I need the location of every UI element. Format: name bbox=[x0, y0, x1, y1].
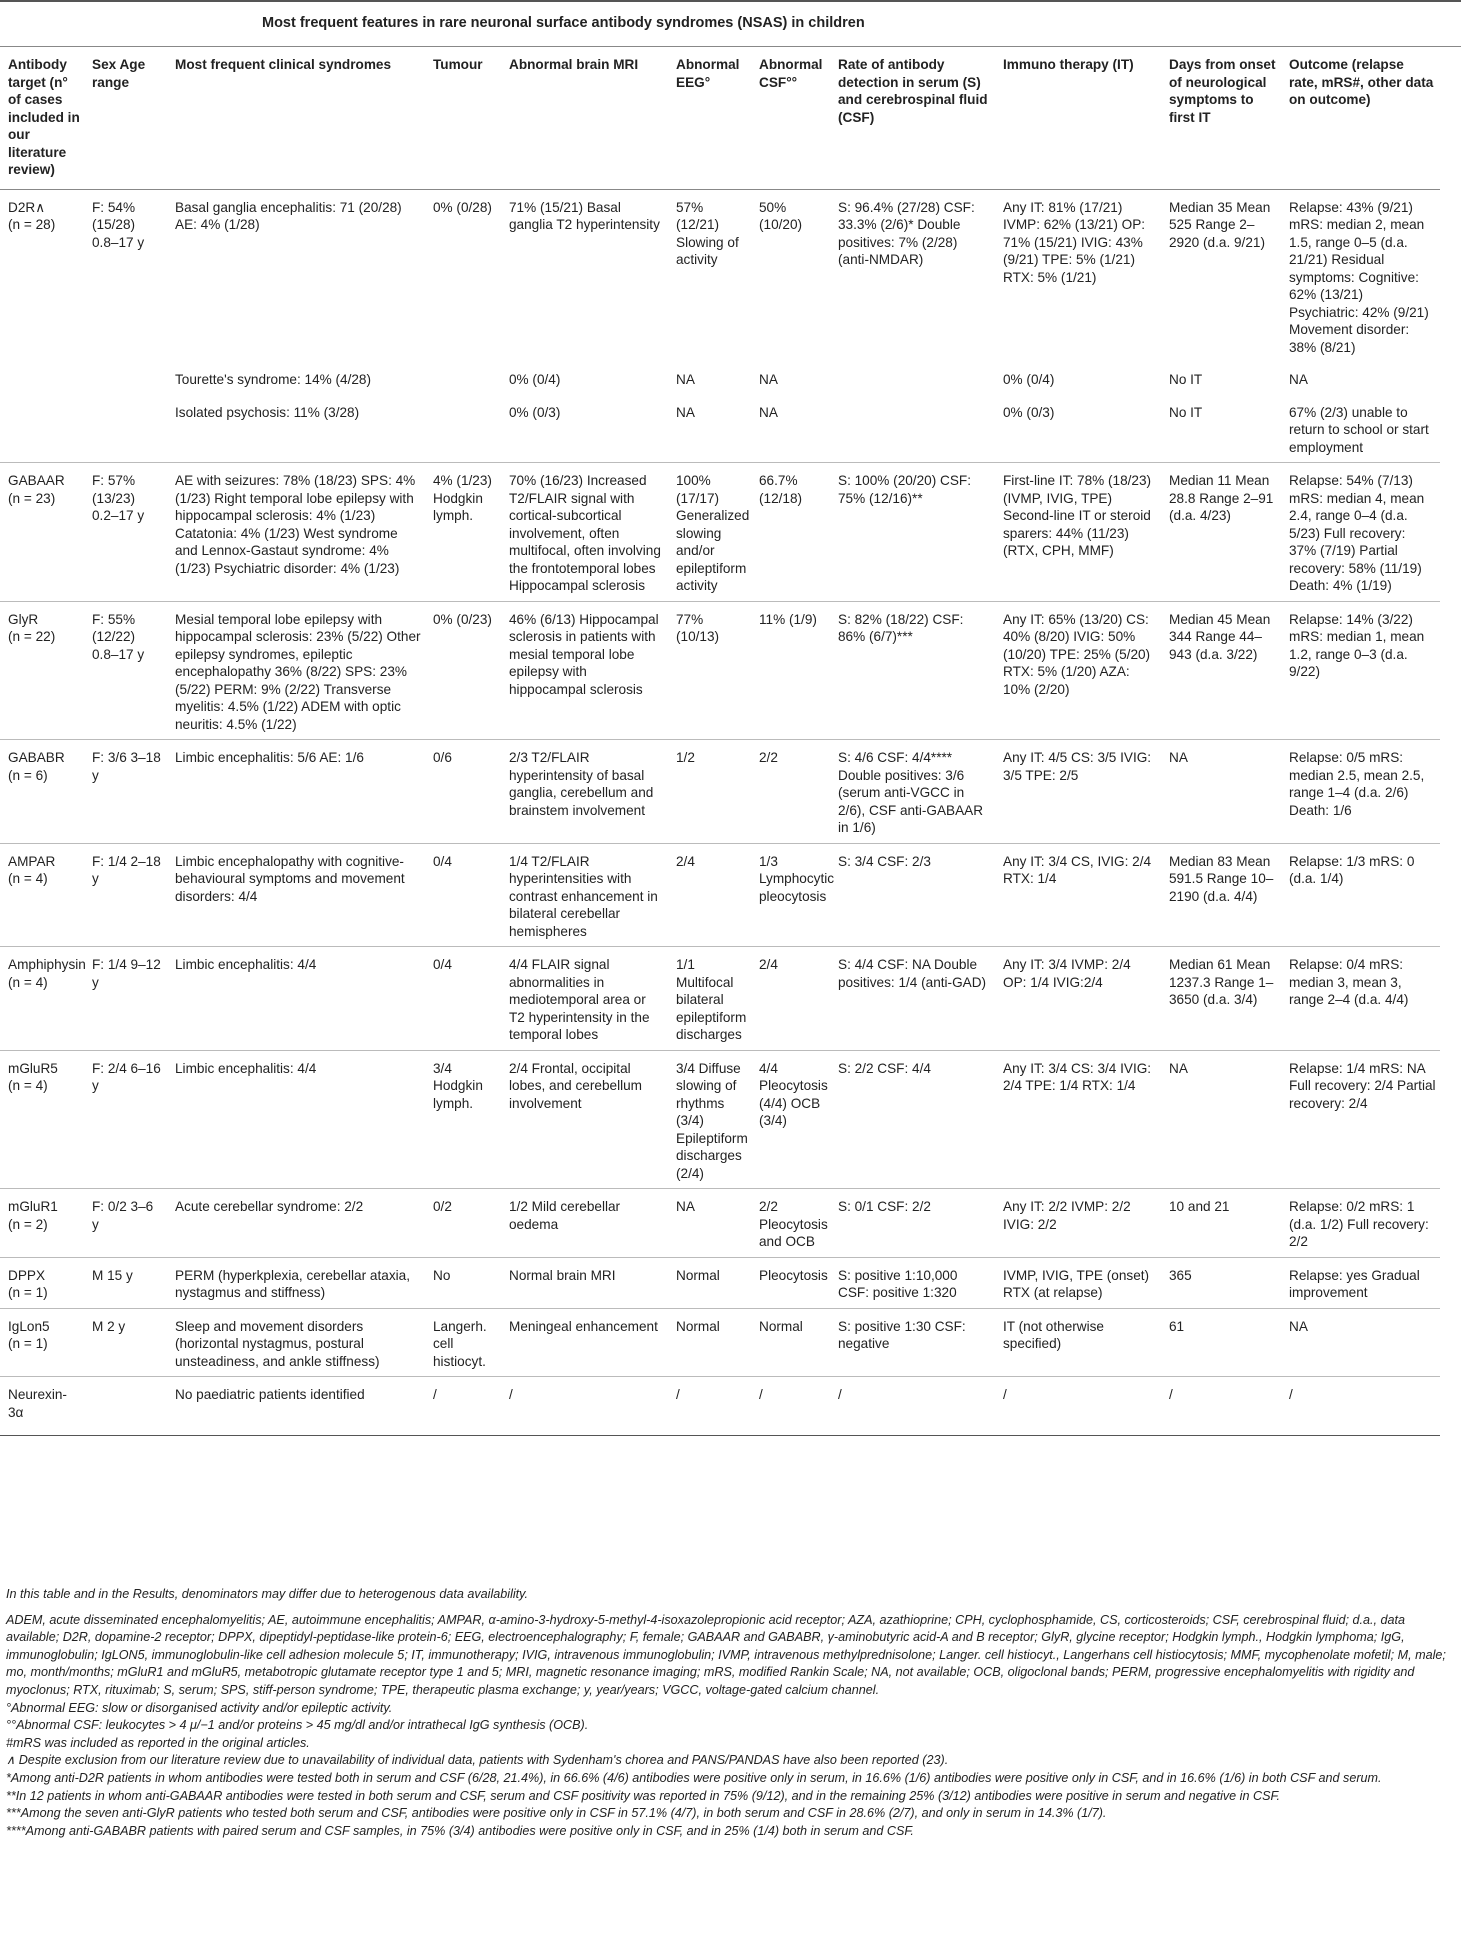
cell-antibody-target bbox=[0, 843, 84, 947]
footnote-eeg: °Abnormal EEG: slow or disorganised activity and/or epileptic activity. bbox=[6, 1700, 393, 1715]
cell-csf: 2/2 Pleocytosis and OCB bbox=[751, 1189, 830, 1258]
cell-outcome: Relapse: 54% (7/13) mRS: median 4, mean 2.4, range 0–4 (d.a. 5/23) Full recovery: 37% (7/19) Partial recovery: 58% (11/19) Death: 4% (1/19) bbox=[1281, 463, 1440, 602]
cell-mri: Normal brain MRI bbox=[501, 1257, 668, 1308]
cell-antibody-detection bbox=[830, 362, 995, 395]
cell-csf: 2/2 bbox=[751, 740, 830, 844]
table-row bbox=[0, 843, 1440, 947]
header-antibody-detection: Rate of antibody detection in serum (S) and cerebrospinal fluid (CSF) bbox=[830, 44, 995, 189]
cell-tumour: No bbox=[425, 1257, 501, 1308]
cell-tumour: 0/4 bbox=[425, 843, 501, 947]
cell-immunotherapy: Any IT: 2/2 IVMP: 2/2 IVIG: 2/2 bbox=[995, 1189, 1161, 1258]
cell-eeg: 2/4 bbox=[668, 843, 751, 947]
cell-clinical-syndromes: Limbic encephalopathy with cognitive-behavioural symptoms and movement disorders: 4/4 bbox=[167, 843, 425, 947]
table-header-row bbox=[0, 44, 1440, 189]
table-footnotes bbox=[6, 1586, 1446, 1840]
cell-outcome: Relapse: yes Gradual improvement bbox=[1281, 1257, 1440, 1308]
cell-outcome: NA bbox=[1281, 1308, 1440, 1377]
case-count: (n = 1) bbox=[8, 1336, 48, 1351]
footnote-gabaar-antibodies: **In 12 patients in whom anti-GABAAR antibodies were tested in both serum and CSF, serum and CSF positivity was reported in 75% (9/12), and in the remaining 25% (3/12) antibodies were positive in serum and negative in CSF. bbox=[6, 1788, 1281, 1803]
header-eeg: Abnormal EEG° bbox=[668, 44, 751, 189]
cell-days-to-it: 365 bbox=[1161, 1257, 1281, 1308]
cell-antibody-target bbox=[0, 1050, 84, 1189]
table-row bbox=[0, 189, 1440, 362]
cell-mri: 70% (16/23) Increased T2/FLAIR signal with cortical-subcortical involvement, often multifocal, often involving the frontotemporal lobes Hippocampal sclerosis bbox=[501, 463, 668, 602]
cell-csf: NA bbox=[759, 372, 778, 387]
cell-mri: 4/4 FLAIR signal abnormalities in mediotemporal area or T2 hyperintensity in the temporal lobes bbox=[501, 947, 668, 1051]
cell-immunotherapy: 0% (0/3) bbox=[1003, 404, 1055, 420]
cell-eeg: NA bbox=[676, 404, 695, 420]
cell-tumour: 0/4 bbox=[425, 947, 501, 1051]
case-count: (n = 28) bbox=[8, 217, 56, 232]
header-csf: Abnormal CSF°° bbox=[751, 44, 830, 189]
cell-tumour: 0/2 bbox=[425, 1189, 501, 1258]
cell-sex-age bbox=[84, 1377, 167, 1436]
footnote-gababr-antibodies: ****Among anti-GABABR patients with paired serum and CSF samples, in 75% (3/4) antibodies were positive only in CSF, and in 25% (1/4) both in serum and CSF. bbox=[6, 1823, 914, 1838]
cell-mri: Meningeal enhancement bbox=[501, 1308, 668, 1377]
cell-antibody-target bbox=[0, 740, 84, 844]
footnote-abbreviations: ADEM, acute disseminated encephalomyelitis; AE, autoimmune encephalitis; AMPAR, α-amino-3-hydroxy-5-methyl-4-isoxazolepropionic acid receptor; AZA, azathioprine; CPH, cyclophosphamide, CS, corticosteroids; CSF, cerebrospinal fluid; d.a., data available; D2R, dopamine-2 receptor; DPPX, dipeptidyl-peptidase-like protein-6; EEG, electroencephalography; F, female; GABAAR and GABABR, γ-aminobutyric acid-A and B receptor; GlyR, glycine receptor; Hodgkin lymph., Hodgkin lymphoma; IgG, immunoglobulin; IgLON5, immunoglobulin-like cell adhesion molecule 5; IT, immunotherapy; IVIG, intravenous immunoglobulin; IVMP, intravenous methylprednisolone; Langer. cell histiocyt., Langerhans cell histiocytosis; MMF, mycophenolate mofetil; M, male; mo, month/months; mGluR1 and mGluR5, metabotropic glutamate receptor type 1 and 5; MRI, magnetic resonance imaging; mRS, modified Rankin Scale; NA, not available; OCB, oligoclonal bands; PERM, progressive encephalomyelitis with rigidity and myoclonus; RTX, rituximab; S, serum; SPS, stiff-person syndrome; TPE, therapeutic plasma exchange; y, year/years; VGCC, voltage-gated calcium channel. bbox=[6, 1612, 1446, 1697]
antibody-target-name: GABABR bbox=[8, 750, 65, 765]
cell-mri: 1/2 Mild cerebellar oedema bbox=[501, 1189, 668, 1258]
cell-outcome: Relapse: 1/3 mRS: 0 (d.a. 1/4) bbox=[1281, 843, 1440, 947]
cell-tumour: 4% (1/23) Hodgkin lymph. bbox=[425, 463, 501, 602]
cell-days-to-it: NA bbox=[1161, 740, 1281, 844]
cell-outcome: Relapse: 14% (3/22) mRS: median 1, mean 1.2, range 0–3 (d.a. 9/22) bbox=[1281, 601, 1440, 740]
cell-days-to-it: / bbox=[1161, 1377, 1281, 1436]
cell-tumour: / bbox=[425, 1377, 501, 1436]
table-row bbox=[0, 1308, 1440, 1377]
header-clinical-syndromes: Most frequent clinical syndromes bbox=[167, 44, 425, 189]
cell-sex-age bbox=[84, 395, 167, 463]
header-days-to-it: Days from onset of neurological symptoms to first IT bbox=[1161, 44, 1281, 189]
table-row bbox=[0, 740, 1440, 844]
cell-clinical-syndromes: Sleep and movement disorders (horizontal nystagmus, postural unsteadiness, and ankle stiffness) bbox=[167, 1308, 425, 1377]
cell-immunotherapy: Any IT: 3/4 CS, IVIG: 2/4 RTX: 1/4 bbox=[995, 843, 1161, 947]
antibody-target-name: Neurexin-3α bbox=[8, 1387, 67, 1420]
cell-antibody-target bbox=[0, 1189, 84, 1258]
cell-eeg: / bbox=[668, 1377, 751, 1436]
cell-outcome: Relapse: 1/4 mRS: NA Full recovery: 2/4 Partial recovery: 2/4 bbox=[1281, 1050, 1440, 1189]
cell-antibody-detection: S: 0/1 CSF: 2/2 bbox=[830, 1189, 995, 1258]
table-row bbox=[0, 601, 1440, 740]
cell-sex-age: F: 54% (15/28) 0.8–17 y bbox=[92, 199, 145, 250]
cell-mri: 0% (0/3) bbox=[509, 404, 561, 420]
table-row bbox=[0, 362, 1440, 395]
cell-tumour bbox=[425, 362, 501, 395]
cell-antibody-target bbox=[0, 947, 84, 1051]
antibody-target-name: mGluR1 bbox=[8, 1199, 58, 1214]
footnote-denominators: In this table and in the Results, denominators may differ due to heterogenous data availability. bbox=[6, 1587, 529, 1601]
cell-outcome: NA bbox=[1289, 372, 1308, 387]
cell-days-to-it: Median 45 Mean 344 Range 44–943 (d.a. 3/22) bbox=[1161, 601, 1281, 740]
cell-immunotherapy: First-line IT: 78% (18/23) (IVMP, IVIG, TPE) Second-line IT or steroid sparers: 44% (11/23) (RTX, CPH, MMF) bbox=[995, 463, 1161, 602]
cell-clinical-syndromes: Limbic encephalitis: 4/4 bbox=[167, 947, 425, 1051]
cell-outcome: Relapse: 0/2 mRS: 1 (d.a. 1/2) Full recovery: 2/2 bbox=[1281, 1189, 1440, 1258]
table-title: Most frequent features in rare neuronal surface antibody syndromes (NSAS) in children bbox=[262, 15, 865, 31]
cell-antibody-target bbox=[0, 395, 84, 463]
cell-days-to-it: No IT bbox=[1169, 404, 1203, 420]
cell-antibody-detection: S: 4/4 CSF: NA Double positives: 1/4 (anti-GAD) bbox=[830, 947, 995, 1051]
cell-mri: 2/3 T2/FLAIR hyperintensity of basal ganglia, cerebellum and brainstem involvement bbox=[501, 740, 668, 844]
cell-days-to-it: Median 35 Mean 525 Range 2–2920 (d.a. 9/21) bbox=[1169, 199, 1271, 250]
cell-clinical-syndromes: Mesial temporal lobe epilepsy with hippocampal sclerosis: 23% (5/22) Other epilepsy syndromes, epileptic encephalopathy 36% (8/22) SPS: 23% (5/22) PERM: 9% (2/22) Transverse myelitis: 4.5% (1/22) ADEM with optic neuritis: 4.5% (1/22) bbox=[167, 601, 425, 740]
cell-antibody-detection: S: 96.4% (27/28) CSF: 33.3% (2/6)* Double positives: 7% (2/28) (anti-NMDAR) bbox=[838, 199, 975, 267]
cell-antibody-target bbox=[0, 1377, 84, 1436]
table-row bbox=[0, 395, 1440, 463]
cell-eeg: 1/1 Multifocal bilateral epileptiform discharges bbox=[668, 947, 751, 1051]
cell-tumour: 3/4 Hodgkin lymph. bbox=[425, 1050, 501, 1189]
cell-clinical-syndromes: Isolated psychosis: 11% (3/28) bbox=[175, 404, 360, 420]
cell-mri: 46% (6/13) Hippocampal sclerosis in patients with mesial temporal lobe epilepsy with hippocampal sclerosis bbox=[501, 601, 668, 740]
case-count: (n = 2) bbox=[8, 1216, 48, 1232]
cell-sex-age: M 15 y bbox=[84, 1257, 167, 1308]
cell-immunotherapy: Any IT: 3/4 IVMP: 2/4 OP: 1/4 IVIG:2/4 bbox=[995, 947, 1161, 1051]
cell-antibody-detection: S: positive 1:30 CSF: negative bbox=[830, 1308, 995, 1377]
cell-eeg: 1/2 bbox=[668, 740, 751, 844]
antibody-target-name: DPPX bbox=[8, 1267, 46, 1283]
cell-immunotherapy: Any IT: 65% (13/20) CS: 40% (8/20) IVIG: 50% (10/20) TPE: 25% (5/20) RTX: 5% (1/20) AZA: 10% (2/20) bbox=[995, 601, 1161, 740]
cell-outcome: Relapse: 0/4 mRS: median 3, mean 3, range 2–4 (d.a. 4/4) bbox=[1281, 947, 1440, 1051]
antibody-target-name: Amphiphysin bbox=[8, 957, 86, 972]
cell-clinical-syndromes: No paediatric patients identified bbox=[167, 1377, 425, 1436]
cell-clinical-syndromes: Basal ganglia encephalitis: 71 (20/28) AE: 4% (1/28) bbox=[175, 199, 402, 232]
antibody-target-name: D2R∧ bbox=[8, 199, 46, 215]
case-count: (n = 23) bbox=[8, 490, 56, 506]
cell-eeg: NA bbox=[668, 1189, 751, 1258]
cell-csf: 4/4 Pleocytosis (4/4) OCB (3/4) bbox=[751, 1050, 830, 1189]
cell-immunotherapy: IT (not otherwise specified) bbox=[995, 1308, 1161, 1377]
cell-clinical-syndromes: AE with seizures: 78% (18/23) SPS: 4% (1/23) Right temporal lobe epilepsy with hippocampal sclerosis: 4% (1/23) Catatonia: 4% (1/23) West syndrome and Lennox-Gastaut syndrome: 4% (1/23) Psychiatric disorder: 4% (1/23) bbox=[167, 463, 425, 602]
cell-immunotherapy: Any IT: 81% (17/21) IVMP: 62% (13/21) OP: 71% (15/21) IVIG: 43% (9/21) TPE: 5% (1/21) RTX: 5% (1/21) bbox=[1003, 199, 1146, 285]
cell-clinical-syndromes: Limbic encephalitis: 5/6 AE: 1/6 bbox=[167, 740, 425, 844]
cell-outcome: Relapse: 0/5 mRS: median 2.5, mean 2.5, range 1–4 (d.a. 2/6) Death: 1/6 bbox=[1281, 740, 1440, 844]
cell-eeg: 57% (12/21) Slowing of activity bbox=[676, 199, 739, 267]
case-count: (n = 4) bbox=[8, 871, 48, 886]
cell-mri: 1/4 T2/FLAIR hyperintensities with contrast enhancement in bilateral cerebellar hemispheres bbox=[501, 843, 668, 947]
footnote-glyr-antibodies: ***Among the seven anti-GlyR patients who tested both serum and CSF, antibodies were positive only in CSF in 57.1% (4/7), in both serum and CSF in 28.6% (2/7), and only in serum in 14.3% (1/7). bbox=[6, 1806, 1107, 1821]
cell-mri: / bbox=[501, 1377, 668, 1436]
cell-outcome: 67% (2/3) unable to return to school or start employment bbox=[1289, 404, 1429, 455]
cell-outcome: / bbox=[1281, 1377, 1440, 1436]
cell-mri: 2/4 Frontal, occipital lobes, and cerebellum involvement bbox=[501, 1050, 668, 1189]
cell-days-to-it: Median 61 Mean 1237.3 Range 1–3650 (d.a. 3/4) bbox=[1161, 947, 1281, 1051]
cell-sex-age: F: 1/4 2–18 y bbox=[84, 843, 167, 947]
table-row bbox=[0, 1377, 1440, 1436]
cell-eeg: Normal bbox=[668, 1308, 751, 1377]
cell-tumour: 0/6 bbox=[425, 740, 501, 844]
cell-tumour: 0% (0/28) bbox=[433, 199, 492, 215]
antibody-target-name: AMPAR bbox=[8, 853, 56, 869]
cell-sex-age bbox=[84, 362, 167, 395]
cell-csf: NA bbox=[759, 404, 778, 420]
antibody-target-name: IgLon5 bbox=[8, 1318, 50, 1334]
cell-sex-age: M 2 y bbox=[84, 1308, 167, 1377]
cell-antibody-target bbox=[0, 362, 84, 395]
cell-csf: Normal bbox=[751, 1308, 830, 1377]
cell-days-to-it: Median 11 Mean 28.8 Range 2–91 (d.a. 4/23) bbox=[1161, 463, 1281, 602]
antibody-target-name: GABAAR bbox=[8, 473, 65, 488]
cell-sex-age: F: 2/4 6–16 y bbox=[84, 1050, 167, 1189]
cell-immunotherapy: Any IT: 3/4 CS: 3/4 IVIG: 2/4 TPE: 1/4 RTX: 1/4 bbox=[995, 1050, 1161, 1189]
footnote-csf: °°Abnormal CSF: leukocytes > 4 μ/−1 and/or proteins > 45 mg/dl and/or intrathecal IgG synthesis (OCB). bbox=[6, 1718, 589, 1733]
cell-immunotherapy: 0% (0/4) bbox=[1003, 372, 1055, 387]
cell-eeg: Normal bbox=[668, 1257, 751, 1308]
cell-clinical-syndromes: Tourette's syndrome: 14% (4/28) bbox=[175, 372, 372, 387]
cell-tumour bbox=[425, 395, 501, 463]
cell-csf: 66.7% (12/18) bbox=[751, 463, 830, 602]
cell-days-to-it: 61 bbox=[1161, 1308, 1281, 1377]
cell-immunotherapy: IVMP, IVIG, TPE (onset) RTX (at relapse) bbox=[995, 1257, 1161, 1308]
cell-sex-age: F: 55% (12/22) 0.8–17 y bbox=[84, 601, 167, 740]
cell-antibody-target bbox=[0, 189, 84, 362]
table-row bbox=[0, 1257, 1440, 1308]
cell-antibody-detection: S: 100% (20/20) CSF: 75% (12/16)** bbox=[830, 463, 995, 602]
cell-days-to-it: 10 and 21 bbox=[1161, 1189, 1281, 1258]
cell-days-to-it: NA bbox=[1161, 1050, 1281, 1189]
table-row bbox=[0, 463, 1440, 602]
cell-immunotherapy: Any IT: 4/5 CS: 3/5 IVIG: 3/5 TPE: 2/5 bbox=[995, 740, 1161, 844]
cell-tumour: Langerh. cell histiocyt. bbox=[425, 1308, 501, 1377]
nsas-table bbox=[0, 44, 1440, 1436]
table-row bbox=[0, 947, 1440, 1051]
table-row bbox=[0, 1189, 1440, 1258]
table-row bbox=[0, 1050, 1440, 1189]
case-count: (n = 1) bbox=[8, 1285, 48, 1300]
cell-outcome: Relapse: 43% (9/21) mRS: median 2, mean 1.5, range 0–5 (d.a. 21/21) Residual symptoms: Cognitive: 62% (13/21) Psychiatric: 42% (9/21) Movement disorder: 38% (8/21) bbox=[1289, 199, 1429, 355]
cell-eeg: 100% (17/17) Generalized slowing and/or epileptiform activity bbox=[668, 463, 751, 602]
cell-csf: / bbox=[751, 1377, 830, 1436]
cell-csf: 50% (10/20) bbox=[759, 199, 803, 232]
cell-days-to-it: No IT bbox=[1169, 372, 1203, 387]
cell-eeg: 3/4 Diffuse slowing of rhythms (3/4) Epileptiform discharges (2/4) bbox=[668, 1050, 751, 1189]
header-mri: Abnormal brain MRI bbox=[501, 44, 668, 189]
table-body bbox=[0, 189, 1440, 1436]
cell-clinical-syndromes: PERM (hyperkplexia, cerebellar ataxia, nystagmus and stiffness) bbox=[167, 1257, 425, 1308]
cell-csf: Pleocytosis bbox=[751, 1257, 830, 1308]
footnote-d2r-exclusion: ∧ Despite exclusion from our literature review due to unavailability of individual data, patients with Sydenham's chorea and PANS/PANDAS have also been reported (23). bbox=[6, 1753, 949, 1768]
cell-csf: 11% (1/9) bbox=[751, 601, 830, 740]
cell-antibody-detection: S: 3/4 CSF: 2/3 bbox=[830, 843, 995, 947]
cell-sex-age: F: 3/6 3–18 y bbox=[84, 740, 167, 844]
header-immunotherapy: Immuno therapy (IT) bbox=[995, 44, 1161, 189]
antibody-target-name: mGluR5 bbox=[8, 1060, 58, 1076]
table-title-row bbox=[0, 0, 1461, 47]
cell-days-to-it: Median 83 Mean 591.5 Range 10–2190 (d.a. 4/4) bbox=[1161, 843, 1281, 947]
cell-antibody-detection: S: 2/2 CSF: 4/4 bbox=[830, 1050, 995, 1189]
cell-eeg: NA bbox=[676, 372, 695, 387]
footnote-mrs: #mRS was included as reported in the original articles. bbox=[6, 1735, 310, 1750]
cell-antibody-target bbox=[0, 601, 84, 740]
header-tumour: Tumour bbox=[425, 44, 501, 189]
cell-tumour: 0% (0/23) bbox=[425, 601, 501, 740]
case-count: (n = 4) bbox=[8, 1078, 48, 1093]
footnote-d2r-antibodies: *Among anti-D2R patients in whom antibodies were tested both in serum and CSF (6/28, 21.4%), in 66.6% (4/6) antibodies were positive only in serum, in 16.6% (1/6) antibodies were positive only in CSF, and in 16.6% (1/6) in both CSF and serum. bbox=[6, 1770, 1382, 1785]
cell-eeg: 77% (10/13) bbox=[668, 601, 751, 740]
case-count: (n = 4) bbox=[8, 974, 48, 990]
cell-sex-age: F: 1/4 9–12 y bbox=[84, 947, 167, 1051]
cell-antibody-detection: S: positive 1:10,000 CSF: positive 1:320 bbox=[830, 1257, 995, 1308]
cell-clinical-syndromes: Acute cerebellar syndrome: 2/2 bbox=[167, 1189, 425, 1258]
cell-antibody-target bbox=[0, 1308, 84, 1377]
cell-csf: 1/3 Lymphocytic pleocytosis bbox=[751, 843, 830, 947]
cell-sex-age: F: 57% (13/23) 0.2–17 y bbox=[84, 463, 167, 602]
cell-antibody-target bbox=[0, 1257, 84, 1308]
cell-antibody-detection: S: 4/6 CSF: 4/4**** Double positives: 3/6 (serum anti-VGCC in 2/6), CSF anti-GABAAR in 1/6) bbox=[830, 740, 995, 844]
cell-clinical-syndromes: Limbic encephalitis: 4/4 bbox=[167, 1050, 425, 1189]
cell-antibody-detection bbox=[830, 395, 995, 463]
header-sex-age: Sex Age range bbox=[84, 44, 167, 189]
cell-immunotherapy: / bbox=[995, 1377, 1161, 1436]
cell-antibody-detection: S: 82% (18/22) CSF: 86% (6/7)*** bbox=[830, 601, 995, 740]
cell-antibody-detection: / bbox=[830, 1377, 995, 1436]
cell-antibody-target bbox=[0, 463, 84, 602]
case-count: (n = 22) bbox=[8, 629, 56, 644]
header-antibody-target: Antibody target (n° of cases included in our literature review) bbox=[0, 44, 84, 189]
cell-mri: 0% (0/4) bbox=[509, 372, 561, 387]
case-count: (n = 6) bbox=[8, 767, 48, 783]
antibody-target-name: GlyR bbox=[8, 611, 39, 627]
cell-mri: 71% (15/21) Basal ganglia T2 hyperintensity bbox=[509, 199, 660, 232]
cell-sex-age: F: 0/2 3–6 y bbox=[84, 1189, 167, 1258]
cell-csf: 2/4 bbox=[751, 947, 830, 1051]
header-outcome: Outcome (relapse rate, mRS#, other data on outcome) bbox=[1281, 44, 1440, 189]
